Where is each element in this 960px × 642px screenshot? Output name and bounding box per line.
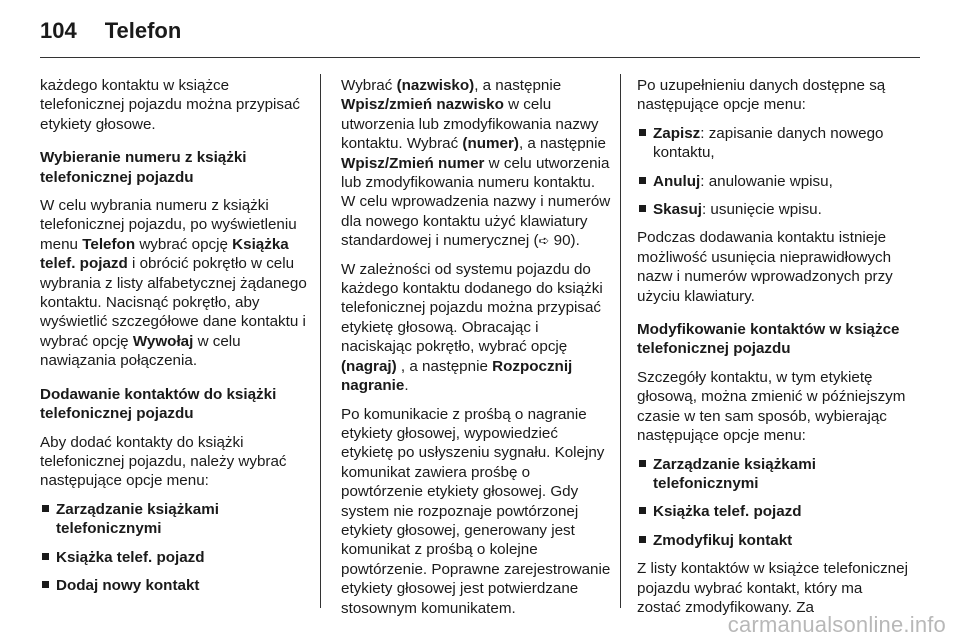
text: w celu nawiązania połączenia. [40,332,241,370]
list-item-label: Książka telef. pojazd [653,503,802,521]
list-item [40,500,308,539]
list-item-desc: : zapisanie danych nowego kontaktu, [653,124,884,162]
intro-paragraph: każdego kontaktu w książce telefonicznej pojazdu można przypisać etykiety głosowe. [40,77,301,133]
header-rule [40,57,920,58]
option-edit-number: Wpisz/Zmień numer [341,154,485,172]
list-item-label: Zapisz [653,124,701,142]
list-item-label: Anuluj [653,172,701,190]
option-name: (nazwisko) [396,77,475,94]
modifying-paragraph: Szczegóły kontaktu, w tym etykietę głosową, można zmienić w późniejszym czasie w ten sam sposób, wybierając następujące opcje menu: [637,368,906,445]
list-item-label: Zarządzanie książkami telefonicznymi [56,500,219,538]
list-item [637,124,909,163]
menu-name-telefon: Telefon [82,235,136,253]
bullet-icon [639,205,646,212]
list-item-label: Skasuj [653,201,702,219]
page-reference: 90). [549,232,580,250]
option-number: (numer) [462,135,519,153]
list-item-label: Książka telef. pojazd [56,548,205,566]
text: , a następnie [474,77,562,94]
list-item [637,531,909,550]
page-reference-arrow-icon: ➪ [538,233,550,249]
adding-menu-list [40,500,308,596]
bullet-icon [42,553,49,560]
text: w celu utworzenia lub zmodyfikowania nazwy kontaktu. Wybrać [341,96,599,153]
option-edit-name: Wpisz/zmień nazwisko [341,96,504,114]
voice-tag-paragraph [341,260,611,396]
list-item [40,576,308,595]
option-record: (nagraj) [341,357,397,375]
text: w celu utworzenia lub zmodyfikowania numeru kontaktu. W celu wprowadzenia nazwy i numerów dla nowego kontaktu użyć klawiatury standardowej i numerycznej ( [341,154,611,250]
column-2 [341,76,611,627]
column-3 [637,76,909,626]
recording-paragraph: Po komunikacie z prośbą o nagranie etykiety głosowej, wypowiedzieć etykietę po usłyszeniu sygnału. Kolejny komunikat zawiera prośbę o powtórzenie etykiety głosowej. Gdy system nie rozpoznaje powtórzonej etykiety głosowej, generowany jest komunikat z prośbą o kolejne powtórzenie. Poprawne zarejestrowanie etykiety głosowej jest potwierdzane stosownym komunikatem. [341,405,611,617]
text: , a następnie [518,135,606,153]
list-item-desc: : usunięcie wpisu. [701,201,822,219]
option-phonebook: Książka telef. pojazd [40,235,289,273]
page-number: 104 [40,18,77,43]
section-heading-adding: Dodawanie kontaktów do książki telefonicznej pojazdu [40,385,277,423]
list-item [637,172,909,191]
list-item-desc: : anulowanie wpisu, [700,172,833,190]
list-item-label: Zarządzanie książkami telefonicznymi [653,455,816,492]
text: W celu wybrania numeru z książki telefonicznej pojazdu, po wyświetleniu menu [40,197,297,253]
list-item-label: Dodaj nowy kontakt [56,576,200,594]
name-number-paragraph [341,76,611,251]
list-item [40,548,308,567]
option-start-recording: Rozpocznij nagranie [341,357,573,395]
bullet-icon [639,507,646,514]
select-contact-paragraph: Z listy kontaktów w książce telefonicznej pojazdu wybrać kontakt, który ma zostać zmodyfikowany. Za [637,560,908,616]
page-title: Telefon [104,18,182,43]
delete-info-paragraph: Podczas dodawania kontaktu istnieje możliwość usunięcia nieprawidłowych nazw i numerów wprowadzonych przy użyciu klawiatury. [637,229,893,305]
option-call: Wywołaj [132,332,194,350]
bullet-icon [42,581,49,588]
dialing-paragraph [40,196,308,371]
text: Wybrać [341,77,397,94]
entry-options-list [637,124,909,220]
section-heading-modifying: Modyfikowanie kontaktów w książce telefonicznej pojazdu [637,321,900,358]
section-heading-dialing: Wybieranie numeru z książki telefonicznej pojazdu [40,149,247,186]
bullet-icon [639,129,646,136]
page-header [40,18,181,48]
bullet-icon [639,177,646,184]
adding-paragraph: Aby dodać kontakty do książki telefonicznej pojazdu, należy wybrać następujące opcje menu: [40,433,287,490]
text: . [404,377,409,395]
column-divider-1 [320,74,321,608]
modify-menu-list [637,455,909,551]
text: W zależności od systemu pojazdu do każdego kontaktu dodanego do książki telefonicznej pojazdu można przypisać etykietę głosową. Obracając i naciskając pokrętło, wybrać opcję [341,260,603,356]
text: , a następnie [396,357,493,375]
text: wybrać opcję [135,235,233,253]
column-divider-2 [620,74,621,608]
options-intro-paragraph: Po uzupełnieniu danych dostępne są następujące opcje menu: [637,77,886,114]
bullet-icon [639,536,646,543]
watermark: carmanualsonline.info [727,612,946,637]
text: i obrócić pokrętło w celu wybrania z listy alfabetycznej żądanego kontaktu. Nacisnąć pokrętło, aby wyświetlić szczegółowe dane kontaktu i wybrać opcję [40,255,307,350]
bullet-icon [639,460,646,467]
bullet-icon [42,505,49,512]
list-item [637,200,909,219]
list-item [637,502,909,521]
list-item-label: Zmodyfikuj kontakt [653,531,793,549]
column-1 [40,76,308,604]
list-item [637,455,909,494]
